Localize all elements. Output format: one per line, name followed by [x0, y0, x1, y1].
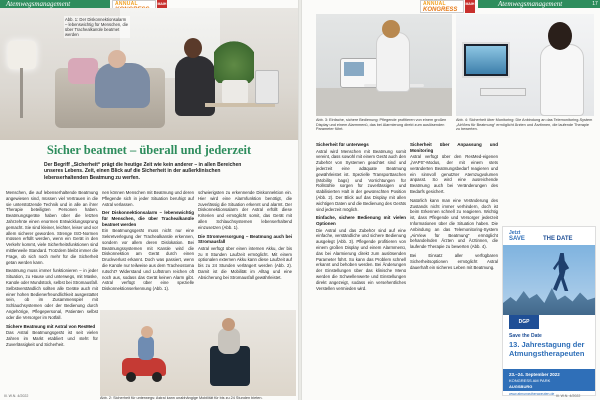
- logo-line2: KONGRESS: [423, 7, 458, 13]
- plant-pot: [222, 80, 248, 104]
- figure-caption: Abb. 1: Der Diskonnektionsalarm – lebenswichtig für Menschen, die über Trachealkanüle beatmet werden: [65, 17, 129, 37]
- ad-dates: 23.–24. September 2022: [509, 372, 560, 377]
- paragraph: Ein Beatmungsgerät muss nicht nur eine Sekretverlegung der Trachealkanüle erkennen, sondern vor allem deren Dislokation. Bei Beatmungssystemen mit Kanüle wird die Diskonnektion am Gerät durch einen Druckverlust erkannt. Doch was passiert, wenn die Kanüle nur teilweise aus dem Tracheostoma rutscht? Widerstand und Luftstrom reichen oft noch aus, sodass das Gerät keinen Alarm gibt. Astral verfügt über eine spezielle Diskonnektionserkennung (Abb. 1).: [102, 228, 194, 292]
- paragraph: schwierigsten zu erkennende Diskonnektion ein. Hier wird eine Alarmfunktion benötigt, die zuverlässig die Situation erkennt und alarmt. Der Diskonnektionsalarm der Astral erfüllt diese Kriterien und ermöglicht somit, das Gerät mit allen Schlauchsystemen lebenserhaltend einzusetzen (Abb. 1).: [198, 190, 292, 230]
- paragraph: nen können Menschen mit Beatmung und deren Pflegende sich in jeder Situation beruhigt auf Astral verlassen.: [102, 190, 194, 207]
- paragraph: Natürlich kann man eine Veränderung des Zustands nicht immer verhindern, doch ist beim Erkennen schnell zu reagieren. Wichtig ist, dass Pflegende und Versorger jederzeit Informationen über die Situation haben. Die Anbindung an das Telemonitoring-System „AirView für Beatmung“ ermöglicht behandelnden Ärzten und Ärztinnen, die laufende Therapie zu bewerten (Abb. 4).: [410, 197, 498, 250]
- monitor-screen: [466, 46, 506, 74]
- keyboard: [480, 88, 526, 96]
- child-figure: [218, 328, 240, 354]
- text-column-2: [102, 190, 194, 306]
- maih-badge: MAIH: [157, 0, 167, 13]
- text-column-4: [316, 140, 406, 390]
- subheading: Sicherheit für unterwegs: [316, 142, 369, 147]
- left-page: [0, 0, 298, 400]
- patient-figure: [95, 63, 150, 108]
- right-page: [302, 0, 600, 400]
- ad-save-the-date: Save the Date: [509, 333, 542, 339]
- lamp-stem: [20, 68, 23, 118]
- ad-header: [503, 227, 596, 245]
- child-figure: [138, 336, 154, 360]
- table: [316, 88, 452, 116]
- paragraph: Beatmung muss immer funktionieren – in jeder Situation, zu Hause und unterwegs, mit Maske, Kanüle oder Mundstück, selbst bei Stromausfall. Selbstverständlich sollten alle Geräte auch mit einer hohen Bedienerfreundlichkeit ausgestattet sein, ob im Zusammenspiel mit Schlauchsystemen oder der Bedienung durch Angehörige, Pflegepersonal, Patienten selbst oder die Versorger im Notfall.: [6, 268, 98, 320]
- maih-badge: MAIH: [465, 0, 475, 13]
- caregiver-head: [184, 38, 202, 58]
- article-lead: Der Begriff „Sicherheit“ prägt die heutige Zeit wie kein anderer – in allen Bereichen unseres Lebens. Zeit, einen Blick auf die Sicherheit in der außerklinischen lebenserhaltenden Beatmung zu werfen.: [44, 162, 242, 181]
- article-title: Sicher beatmet – überall und jederzeit: [46, 143, 252, 157]
- subheading: Einfache, sichere Bedienung mit vielen Optionen: [316, 215, 406, 226]
- ad-save-word: SAVE: [509, 236, 525, 242]
- subheading: Sichere Beatmung mit Astral von ResMed: [6, 323, 96, 329]
- kongress-logo: [420, 0, 464, 13]
- paragraph: Astral wird Menschen mit Beatmung somit vereint, dass sowohl mit einem Gerät auch den Zubehör von Systemen geachtet sind und jederzeit eine adäquate Beatmung gewährleistet ist. Spezielle Transporttaschen (Mobility bags) und Vorrichtungen für Rollstühle sorgen für zuverlässigen und stabilisierten Halt in der gewünschten Position (Abb. 2). Der Blick auf das Display mit allen wichtigen Daten und die Bedienung des Geräts sind jederzeit möglich.: [316, 148, 406, 212]
- child-head: [222, 318, 235, 331]
- monitoring-photo: [456, 14, 594, 116]
- hero-photo: [0, 8, 298, 140]
- section-header: Atemwegsmanagement: [498, 0, 563, 8]
- figure-caption: Abb. 2: Sicherheit für unterwegs: Astral kann unabhängige Mobilität für bis zu 24 Stunden bieten.: [100, 396, 263, 400]
- dgp-logo: DGP: [509, 315, 539, 329]
- doctor-figure: [540, 44, 584, 116]
- ad-venue: KONGRESS AM PARK: [509, 378, 551, 383]
- paragraph: Bei Einsatz aller verfügbaren Sicherheitsoptionen ermöglicht Astral dauerhaft ein sicheres Leben mit Beatmung.: [410, 252, 498, 270]
- wheel-icon: [152, 372, 162, 382]
- subheading: Der Diskonnektionsalarm – lebenswichtig für Menschen, die über Trachealkanüle beatmet werden: [102, 210, 194, 227]
- logo-line1: ANNUAL: [423, 1, 446, 7]
- patient-head: [108, 50, 126, 68]
- text-column-5: [410, 140, 498, 390]
- ventilator-device: [255, 70, 279, 104]
- figure-caption: Abb. 4: Sicherheit über Monitoring: Die Anbindung an das Telemonitoring-System „AirView für Beatmung“ ermöglicht Ärzten und Ärztinnen, die laufende Therapie zu bewerten.: [456, 118, 593, 132]
- kids-photo: [100, 310, 296, 396]
- paragraph: Die Astral und das Zubehör sind auf eine einfache, verständliche und sichere Bedienung ausgelegt (Abb. 3). Pflegende profitieren von einem großen Display und einem Alarmmenü, das bei Alarmierung direkt zum auslösenden Parameter führt. So kann das Problem schnell erkannt und behoben werden. Bei Änderungen der Einstellungen über das klinische Menü werden die Schwellenwerte und Einstellungen direkt angezeigt, sodass ein versehentliches Verstellen vermieden wird.: [316, 227, 406, 291]
- paragraph: Das Astral Beatmungsgerät ist seit vielen Jahren im Markt etabliert und steht für Zuverlässigkeit und Sicherheit.: [6, 330, 98, 347]
- page-footer: Ill. W.N. 4/2022: [556, 394, 581, 398]
- ad-date-word: THE DATE: [543, 236, 573, 242]
- wheel-icon: [126, 372, 136, 382]
- figure-caption: Abb. 3: Einfache, sichere Bedienung: Pflegende profitieren von einem großen Display und einem Alarmmenü, das bei Alarmierung direkt zum auslösenden Parameter führt.: [316, 118, 447, 132]
- paragraph: Menschen, die auf lebenserhaltende Beatmung angewiesen sind, müssen viel Vertrauen in die sie unterstützende Technik und in alle an ihrer Therapie beteiligten Personen haben. Beatmungsgeräte haben über die letzten Jahrzehnte einen enormen Entwicklungssprung gemacht. Sie sind kleiner, leichter, leiser und vor allem sicherer geworden. Strenge ISO-Normen müssen erfüllt werden, wenn ein Gerät in den Verkehr kommt, viele Sicherheitsfunktionen sind mittlerweile Standard. Trotzdem bleibt immer die Frage, ob sich noch mehr für die Sicherheit getan werden kann.: [6, 190, 98, 265]
- ad-city: AUGSBURG: [509, 384, 533, 389]
- page-number: 17: [590, 0, 600, 8]
- text-column-3: [198, 190, 292, 306]
- text-column-1: [6, 190, 98, 390]
- nurse-figure: [376, 32, 410, 92]
- plant-icon: [214, 38, 254, 83]
- paragraph: Astral verfügt über den ResMed-eigenen „iVAPS“-Modus, der mit einem stets veränderten Beatmungsbedarf reagieren und ein sinnvoll genutzter Atemzugvolumen anpasst. So wird eine ausreichende Beatmung auch bei Veränderungen des Bedarfs gesichert.: [410, 154, 498, 194]
- device-screen: [344, 62, 364, 76]
- subheading: Sicherheit über Anpassung und Monitoring: [410, 142, 498, 153]
- device-photo: [316, 14, 452, 116]
- ad-url-link[interactable]: www.atmungstherapeuten.de: [509, 392, 555, 396]
- ad-top-line: Jetzt: [509, 230, 521, 236]
- pillow: [68, 58, 98, 84]
- lamp-icon: [8, 41, 36, 69]
- section-header: Atemwegsmanagement: [6, 0, 71, 8]
- nurse-head: [382, 20, 400, 38]
- child-head: [141, 326, 153, 338]
- caregiver-figure: [175, 56, 215, 116]
- logo-line1: ANNUAL: [115, 1, 138, 7]
- subheading: Die Stromversorgung – Beatmung auch bei Stromausfall: [198, 233, 292, 245]
- event-advertisement[interactable]: [502, 226, 596, 396]
- ad-title: 13. Jahrestagung der Atmungstherapeuten: [509, 340, 585, 358]
- doctor-head: [548, 22, 572, 50]
- ad-info-bar: [503, 369, 596, 391]
- paragraph: Astral verfügt über einen internen Akku, der bis zu 8 Stunden Laufzeit ermöglicht. Mit einem optionalen externen Akku kann diese Laufzeit auf bis zu 24 Stunden verlängert werden (Abb. 2). Damit ist die Mobilität im Alltag und eine Absicherung bei Stromausfall gewährleistet.: [198, 245, 292, 280]
- page-footer: Ill. W.N. 4/2022: [4, 394, 29, 398]
